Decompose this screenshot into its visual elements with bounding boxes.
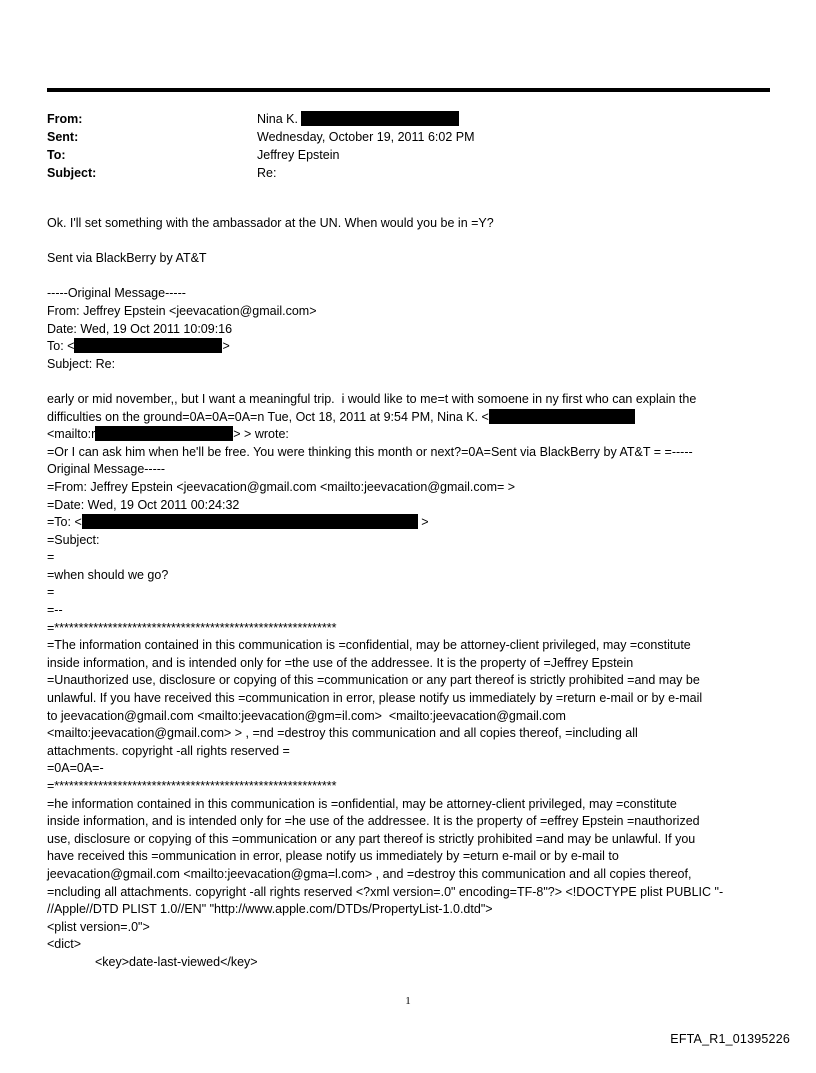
body-line: =0A=0A=- [47,761,104,776]
body-line: unlawful. If you have received this =communication in error, please notify us immediately by =return e-mail or by e-mail [47,691,703,706]
from-value [257,110,459,128]
body-line: <plist version=.0"> [47,919,150,934]
redaction-box [489,409,635,424]
body-line: early or mid november,, but I want a meaningful trip. i would like to me=t with somoene in ny first who can explain the [47,391,697,406]
to-value: Jeffrey Epstein [257,148,340,162]
body-line: From: Jeffrey Epstein <jeevacation@gmail.com> [47,303,317,318]
body-line: =Subject: [47,532,100,547]
body-line: to jeevacation@gmail.com <mailto:jeevacation@gm=il.com> <mailto:jeevacation@gmail.com [47,708,566,723]
body-line: attachments. copyright -all rights reserved = [47,743,290,758]
from-row [47,110,475,128]
page-number: 1 [405,995,411,1007]
body-line: inside information, and is intended only for =he use of the addressee. It is the property of =effrey Epstein =nauthorized [47,814,700,829]
body-line: Original Message----- [47,462,166,477]
body-line: = [47,585,55,600]
body-line: have received this =ommunication in error, please notify us immediately by =eturn e-mail or by e-mail to [47,849,619,864]
subject-value: Re: [257,166,277,180]
body-line: =ncluding all attachments. copyright -all rights reserved <?xml version=.0" encoding=TF-8"?> <!DOCTYPE plist PUBLIC "- [47,884,724,899]
body-line: Date: Wed, 19 Oct 2011 10:09:16 [47,321,233,336]
body-line: =Date: Wed, 19 Oct 2011 00:24:32 [47,497,240,512]
body-line: =-- [47,603,63,618]
sent-label: Sent: [47,130,79,144]
body-line: difficulties on the ground=0A=0A=0A=n Tue, Oct 18, 2011 at 9:54 PM, Nina K. < [47,409,777,427]
body-line: <mailto:jeevacation@gmail.com> > , =nd =destroy this communication and all copies thereof, =including all [47,726,638,741]
body-line: use, disclosure or copying of this =ommunication or any part thereof is strictly prohibited =and may be unlawful. If you [47,831,696,846]
from-name: Nina K. [257,112,298,126]
to-label: To: [47,148,66,162]
body-line: inside information, and is intended only for =the use of the addressee. It is the property of =Jeffrey Epstein [47,655,634,670]
header-divider [47,88,770,92]
from-label: From: [47,112,83,126]
to-row [47,146,475,164]
sent-value: Wednesday, October 19, 2011 6:02 PM [257,130,475,144]
body-line: Subject: Re: [47,356,116,371]
body-line: = [47,550,55,565]
redaction-box [74,338,222,353]
body-line: =Or I can ask him when he'll be free. You were thinking this month or next?=0A=Sent via BlackBerry by AT&T = =----- [47,444,693,459]
body-line: =Unauthorized use, disclosure or copying of this =communication or any part thereof is strictly prohibited =and may be [47,673,700,688]
body-line: =he information contained in this communication is =onfidential, may be attorney-client privileged, may =constitute [47,796,677,811]
body-line: Sent via BlackBerry by AT&T [47,251,207,266]
email-body [47,215,777,972]
body-line: <dict> [47,937,82,952]
email-header [47,110,475,182]
body-line: =********************************************************** [47,779,337,793]
redaction-box [82,514,418,529]
sent-row [47,128,475,146]
body-line: //Apple//DTD PLIST 1.0//EN" "http://www.apple.com/DTDs/PropertyList-1.0.dtd"> [47,902,493,917]
body-line: To: < > [47,339,230,354]
redaction-box [95,426,233,441]
body-line: -----Original Message----- [47,286,186,301]
body-line: =To: < > [47,515,429,530]
body-line: =From: Jeffrey Epstein <jeevacation@gmail.com <mailto:jeevacation@gmail.com= > [47,479,516,494]
body-line: <key>date-last-viewed</key> [95,954,258,969]
body-line: =when should we go? [47,567,169,582]
subject-label: Subject: [47,166,97,180]
body-line: <mailto:r > > wrote: [47,427,289,442]
redaction-box [301,111,459,126]
body-line: =********************************************************** [47,620,337,635]
body-line: =The information contained in this communication is =confidential, may be attorney-client privileged, may =constitute [47,638,691,653]
document-id: EFTA_R1_01395226 [670,1032,790,1046]
body-line: Ok. I'll set something with the ambassador at the UN. When would you be in =Y? [47,216,494,230]
subject-row [47,164,475,182]
body-line: jeevacation@gmail.com <mailto:jeevacation@gma=l.com> , and =destroy this communication and all copies thereof, [47,866,692,881]
